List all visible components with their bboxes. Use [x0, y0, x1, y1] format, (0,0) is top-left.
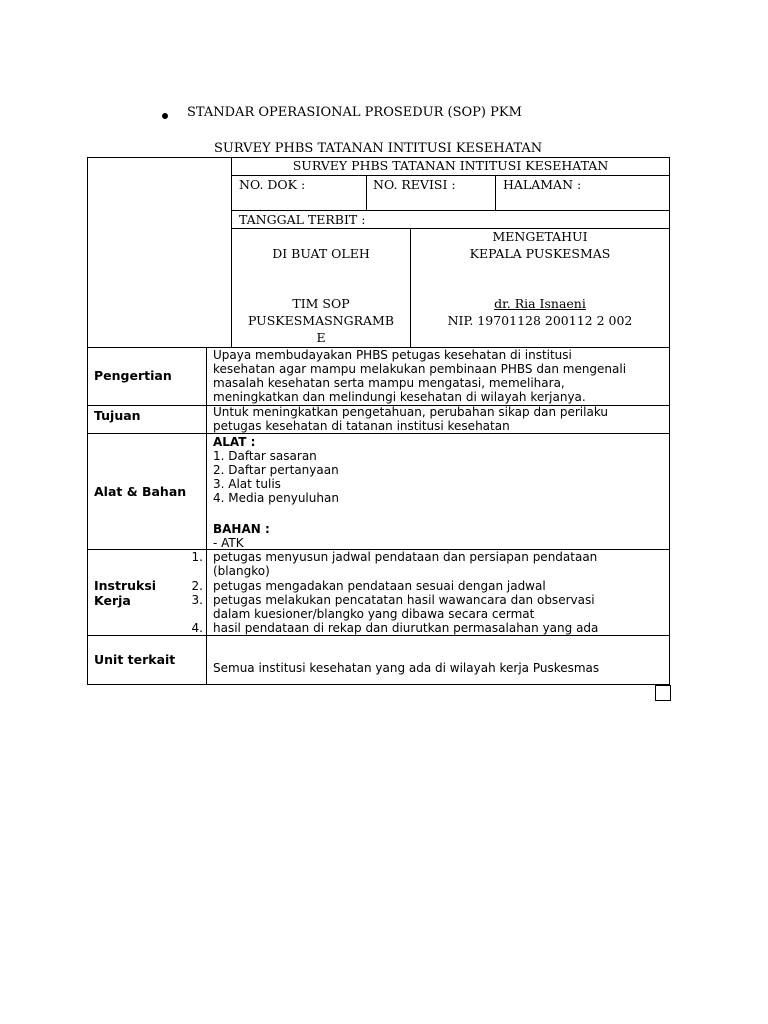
- kepala-puskesmas-label: KEPALA PUSKESMAS: [469, 246, 611, 261]
- header-title: SURVEY PHBS TATANAN INTITUSI KESEHATAN: [292, 158, 609, 173]
- instruksi-number-4: 4.: [191, 621, 203, 635]
- instruksi-label-line-2: Kerja: [94, 593, 131, 608]
- tim-line-3: E: [316, 330, 326, 345]
- tim-line-2: PUSKESMASNGRAMB: [247, 313, 395, 328]
- instruksi-line-4: petugas melakukan pencatatan hasil wawancara dan observasi: [213, 593, 595, 607]
- bahan-item-1: - ATK: [213, 536, 244, 550]
- pengertian-line-4: meningkatkan dan melindungi kesehatan di wilayah kerjanya.: [213, 390, 586, 404]
- alat-item-1: 1. Daftar sasaran: [213, 449, 317, 463]
- tujuan-label: Tujuan: [94, 408, 141, 423]
- table-border-right: [669, 157, 670, 685]
- sop-heading: STANDAR OPERASIONAL PROSEDUR (SOP) PKM: [187, 105, 522, 120]
- instruksi-number-3: 3.: [191, 593, 203, 607]
- pengertian-line-1: Upaya membudayakan PHBS petugas kesehatan di institusi: [213, 348, 572, 362]
- signer-name-text: dr. Ria Isnaeni: [494, 296, 586, 311]
- corner-box: [655, 685, 671, 701]
- dibuat-oleh-label: DI BUAT OLEH: [272, 246, 370, 261]
- instruksi-line-1: petugas menyusun jadwal pendataan dan persiapan pendataan: [213, 550, 598, 564]
- alat-item-2: 2. Daftar pertanyaan: [213, 463, 339, 477]
- instruksi-label-line-1: Instruksi: [94, 578, 157, 593]
- tujuan-line-2: petugas kesehatan di tatanan institusi kesehatan: [213, 419, 510, 433]
- row-line-unit: [87, 635, 670, 636]
- alat-item-4: 4. Media penyuluhan: [213, 491, 339, 505]
- signer-name: [411, 297, 669, 311]
- instruksi-line-3: petugas mengadakan pendataan sesuai dengan jadwal: [213, 579, 546, 593]
- alat-item-3: 3. Alat tulis: [213, 477, 281, 491]
- table-border-bottom: [87, 684, 670, 685]
- header-divider-sign: [410, 228, 411, 347]
- instruksi-number-1: 1.: [191, 550, 203, 564]
- tim-line-1: TIM SOP: [292, 296, 350, 311]
- mengetahui-label: MENGETAHUI: [492, 229, 588, 244]
- no-dok-label: NO. DOK :: [239, 177, 306, 192]
- pengertian-line-3: masalah kesehatan serta mampu mengatasi, memelihara,: [213, 376, 565, 390]
- document-title: SURVEY PHBS TATANAN INTITUSI KESEHATAN: [214, 141, 543, 156]
- signer-nip: NIP. 19701128 200112 2 002: [447, 313, 633, 328]
- header-divider-dok: [366, 175, 367, 210]
- instruksi-line-6: hasil pendataan di rekap dan diurutkan permasalahan yang ada: [213, 621, 599, 635]
- pengertian-label: Pengertian: [94, 368, 172, 383]
- header-line-2: [231, 210, 670, 211]
- table-border-left: [87, 157, 88, 685]
- alat-bahan-label: Alat & Bahan: [94, 484, 187, 499]
- header-divider-revisi: [495, 175, 496, 210]
- row-line-alat: [87, 433, 670, 434]
- no-revisi-label: NO. REVISI :: [373, 177, 456, 192]
- unit-terkait-label: Unit terkait: [94, 652, 176, 667]
- header-line-1: [231, 175, 670, 176]
- pengertian-line-2: kesehatan agar mampu melakukan pembinaan PHBS dan mengenali: [213, 362, 627, 376]
- bahan-heading: BAHAN :: [213, 522, 270, 536]
- label-column-divider: [206, 347, 207, 685]
- unit-terkait-text: Semua institusi kesehatan yang ada di wilayah kerja Puskesmas: [213, 661, 600, 675]
- header-line-3: [231, 228, 670, 229]
- alat-heading: ALAT :: [213, 435, 256, 449]
- bullet-icon: [162, 113, 168, 119]
- instruksi-line-2: (blangko): [213, 564, 270, 578]
- instruksi-number-2: 2.: [191, 579, 203, 593]
- tujuan-line-1: Untuk meningkatkan pengetahuan, perubahan sikap dan perilaku: [213, 405, 608, 419]
- instruksi-line-5: dalam kuesioner/blangko yang dibawa secara cermat: [213, 607, 535, 621]
- tanggal-terbit-label: TANGGAL TERBIT :: [239, 212, 366, 227]
- halaman-label: HALAMAN :: [503, 177, 582, 192]
